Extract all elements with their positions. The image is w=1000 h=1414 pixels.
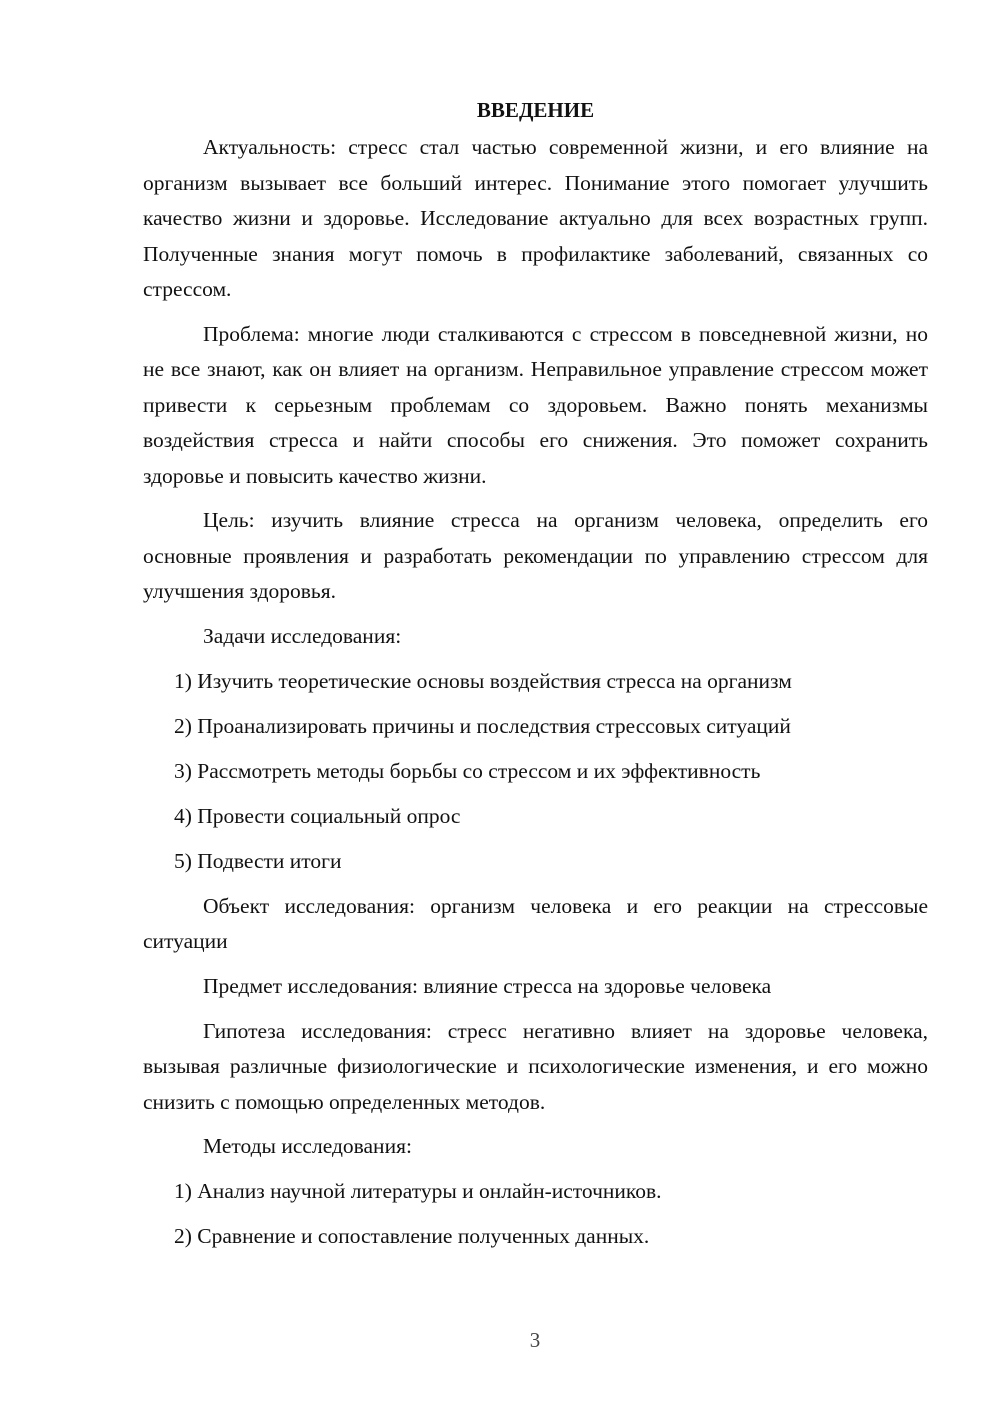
- object-paragraph: Объект исследования: организм человека и его реакции на стрессовые ситуации: [143, 893, 928, 953]
- hypothesis-paragraph: Гипотеза исследования: стресс негативно влияет на здоровье человека, вызывая различные физиологические и психологические изменения, и его можно снизить с помощью определенных методов.: [143, 1018, 928, 1114]
- goal-paragraph: Цель: изучить влияние стресса на организм человека, определить его основные проявления и разработать рекомендации по управлению стрессом для улучшения здоровья.: [143, 508, 928, 603]
- page-number: 3: [529, 1328, 541, 1352]
- relevance-paragraph: Актуальность: стресс стал частью современной жизни, и его влияние на организм вызывает все больший интерес. Понимание этого помогает улучшить качество жизни и здоровье. Исследование актуально для всех возрастных групп. Полученные знания могут помочь в профилактике заболеваний, связанных со стрессом.: [143, 135, 928, 301]
- task-item-3: 3) Рассмотреть методы борьбы со стрессом и их эффективность: [174, 758, 761, 783]
- problem-paragraph: Проблема: многие люди сталкиваются с стрессом в повседневной жизни, но не все знают, как он влияет на организм. Неправильное управление стрессом может привести к серьезным проблемам со здоровьем. Важно понять механизмы воздействия стресса и найти способы его снижения. Это поможет сохранить здоровье и повысить качество жизни.: [143, 321, 928, 488]
- task-item-2: 2) Проанализировать причины и последствия стрессовых ситуаций: [174, 713, 791, 738]
- page-content: [143, 92, 928, 1264]
- tasks-heading: Задачи исследования:: [203, 623, 402, 648]
- task-item-4: 4) Провести социальный опрос: [174, 803, 461, 828]
- task-item-5: 5) Подвести итоги: [174, 848, 342, 873]
- method-item-2: 2) Сравнение и сопоставление полученных данных.: [174, 1224, 650, 1248]
- subject-paragraph: Предмет исследования: влияние стресса на здоровье человека: [203, 973, 772, 998]
- methods-heading: Методы исследования:: [203, 1134, 412, 1158]
- section-title: ВВЕДЕНИЕ: [476, 98, 595, 122]
- method-item-1: 1) Анализ научной литературы и онлайн-источников.: [174, 1179, 662, 1203]
- task-item-1: 1) Изучить теоретические основы воздействия стресса на организм: [174, 668, 792, 693]
